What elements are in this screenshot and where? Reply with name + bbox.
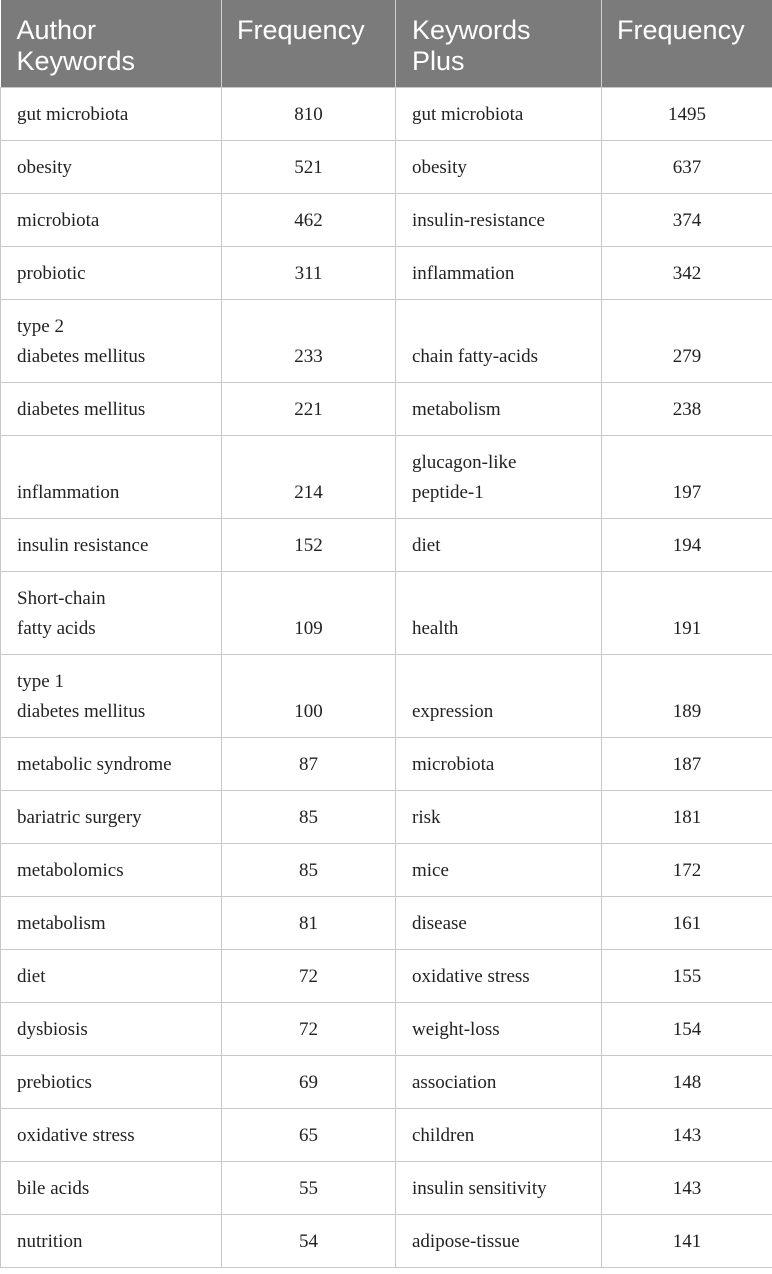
- keywords-plus-cell: [396, 791, 602, 844]
- plus-frequency-cell: 155: [602, 950, 772, 1003]
- plus-frequency-cell: 194: [602, 519, 772, 572]
- table-row: [1, 1056, 772, 1109]
- author-keyword-cell-line: probiotic: [17, 263, 86, 284]
- keywords-plus-cell-line: inflammation: [412, 263, 515, 284]
- author-keyword-cell-line: metabolic syndrome: [17, 754, 172, 775]
- author-keyword-cell: [1, 436, 222, 519]
- author-keyword-cell-line: type 1: [17, 671, 64, 692]
- keywords-plus-cell-line: glucagon-like: [412, 452, 517, 473]
- keywords-plus-cell: [396, 194, 602, 247]
- plus-frequency-cell: 374: [602, 194, 772, 247]
- author-keyword-cell-line: nutrition: [17, 1231, 83, 1252]
- author-keyword-cell: [1, 300, 222, 383]
- plus-frequency-cell: 342: [602, 247, 772, 300]
- author-keyword-cell: [1, 247, 222, 300]
- author-frequency-cell: 72: [222, 950, 396, 1003]
- author-keyword-cell-line: fatty acids: [17, 618, 96, 639]
- author-keyword-cell-line: gut microbiota: [17, 104, 129, 125]
- author-frequency-cell: 87: [222, 738, 396, 791]
- author-frequency-cell: 311: [222, 247, 396, 300]
- plus-frequency-cell: 161: [602, 897, 772, 950]
- table-row: [1, 897, 772, 950]
- keywords-plus-cell-line: children: [412, 1125, 475, 1146]
- author-frequency-cell: 521: [222, 141, 396, 194]
- keywords-plus-cell-line: disease: [412, 913, 467, 934]
- author-frequency-cell: 810: [222, 88, 396, 141]
- header-keywords-plus: [396, 0, 602, 88]
- plus-frequency-cell: 154: [602, 1003, 772, 1056]
- plus-frequency-cell: 172: [602, 844, 772, 897]
- keywords-plus-cell: [396, 247, 602, 300]
- author-keyword-cell: [1, 791, 222, 844]
- keywords-plus-cell-line: weight-loss: [412, 1019, 500, 1040]
- author-keyword-cell: [1, 1162, 222, 1215]
- keywords-plus-cell: [396, 1215, 602, 1268]
- plus-frequency-cell: 143: [602, 1162, 772, 1215]
- table-row: [1, 247, 772, 300]
- table-row: [1, 383, 772, 436]
- keywords-plus-cell-line: obesity: [412, 157, 467, 178]
- author-keyword-cell-line: dysbiosis: [17, 1019, 88, 1040]
- author-frequency-cell: 65: [222, 1109, 396, 1162]
- author-keyword-cell-line: microbiota: [17, 210, 100, 231]
- plus-frequency-cell: 189: [602, 655, 772, 738]
- header-keywords-plus-line-1: Keywords: [412, 15, 531, 45]
- keywords-plus-cell: [396, 141, 602, 194]
- table-row: [1, 1109, 772, 1162]
- author-keyword-cell-line: inflammation: [17, 482, 120, 503]
- header-author-keywords: [1, 0, 222, 88]
- keywords-plus-cell: [396, 300, 602, 383]
- table-row: [1, 655, 772, 738]
- table-header: [1, 0, 772, 88]
- table-body: [1, 88, 772, 1268]
- keywords-plus-cell-line: metabolism: [412, 399, 501, 420]
- plus-frequency-cell: 181: [602, 791, 772, 844]
- keywords-plus-cell-line: oxidative stress: [412, 966, 530, 987]
- keywords-plus-cell: [396, 950, 602, 1003]
- keywords-plus-cell: [396, 655, 602, 738]
- author-frequency-cell: 462: [222, 194, 396, 247]
- author-keyword-cell: [1, 897, 222, 950]
- keywords-plus-cell: [396, 519, 602, 572]
- plus-frequency-cell: 637: [602, 141, 772, 194]
- author-frequency-cell: 85: [222, 844, 396, 897]
- keywords-plus-cell-line: adipose-tissue: [412, 1231, 520, 1252]
- keywords-plus-cell: [396, 897, 602, 950]
- table-row: [1, 436, 772, 519]
- table-row: [1, 141, 772, 194]
- author-keyword-cell-line: metabolomics: [17, 860, 124, 881]
- table-row: [1, 1215, 772, 1268]
- keywords-plus-cell-line: peptide-1: [412, 482, 484, 503]
- author-frequency-cell: 152: [222, 519, 396, 572]
- keywords-plus-cell-line: health: [412, 618, 459, 639]
- plus-frequency-cell: 191: [602, 572, 772, 655]
- keywords-plus-cell: [396, 1056, 602, 1109]
- header-author-keywords-line-1: Author: [16, 15, 97, 45]
- author-keyword-cell: [1, 88, 222, 141]
- author-frequency-cell: 69: [222, 1056, 396, 1109]
- author-keyword-cell-line: prebiotics: [17, 1072, 92, 1093]
- keywords-plus-cell-line: mice: [412, 860, 449, 881]
- header-author-frequency: Frequency: [222, 0, 396, 88]
- keywords-plus-cell: [396, 88, 602, 141]
- author-keyword-cell: [1, 950, 222, 1003]
- keywords-plus-cell-line: diet: [412, 535, 441, 556]
- plus-frequency-cell: 141: [602, 1215, 772, 1268]
- author-keyword-cell-line: obesity: [17, 157, 72, 178]
- keywords-plus-cell: [396, 1162, 602, 1215]
- keywords-plus-cell-line: expression: [412, 701, 494, 722]
- keywords-plus-cell-line: chain fatty-acids: [412, 346, 539, 367]
- author-keyword-cell-line: insulin resistance: [17, 535, 149, 556]
- author-frequency-cell: 55: [222, 1162, 396, 1215]
- plus-frequency-cell: 238: [602, 383, 772, 436]
- keywords-plus-cell: [396, 383, 602, 436]
- author-frequency-cell: 233: [222, 300, 396, 383]
- author-keyword-cell: [1, 572, 222, 655]
- author-frequency-cell: 81: [222, 897, 396, 950]
- table-row: [1, 844, 772, 897]
- author-keyword-cell-line: diabetes mellitus: [17, 346, 146, 367]
- author-keyword-cell: [1, 519, 222, 572]
- author-keyword-cell-line: bariatric surgery: [17, 807, 142, 828]
- author-keyword-cell-line: type 2: [17, 316, 64, 337]
- author-keyword-cell-line: diabetes mellitus: [17, 701, 146, 722]
- author-keyword-cell: [1, 655, 222, 738]
- keywords-plus-cell: [396, 738, 602, 791]
- author-frequency-cell: 109: [222, 572, 396, 655]
- header-row: [1, 0, 772, 88]
- author-keyword-cell: [1, 1003, 222, 1056]
- author-keyword-cell-line: metabolism: [17, 913, 106, 934]
- plus-frequency-cell: 1495: [602, 88, 772, 141]
- author-keyword-cell: [1, 1109, 222, 1162]
- author-frequency-cell: 54: [222, 1215, 396, 1268]
- keywords-plus-cell-line: microbiota: [412, 754, 495, 775]
- author-keyword-cell-line: diet: [17, 966, 46, 987]
- table-row: [1, 1003, 772, 1056]
- table-row: [1, 88, 772, 141]
- author-keyword-cell: [1, 383, 222, 436]
- author-keyword-cell-line: Short-chain: [17, 588, 106, 609]
- author-keyword-cell: [1, 738, 222, 791]
- header-author-keywords-line-2: Keywords: [16, 46, 136, 76]
- author-keyword-cell-line: diabetes mellitus: [17, 399, 146, 420]
- author-keyword-cell-line: oxidative stress: [17, 1125, 135, 1146]
- keywords-plus-cell-line: risk: [412, 807, 441, 828]
- table-row: [1, 194, 772, 247]
- table-row: [1, 738, 772, 791]
- table-row: [1, 300, 772, 383]
- header-keywords-plus-line-2: Plus: [412, 46, 465, 76]
- plus-frequency-cell: 143: [602, 1109, 772, 1162]
- author-keyword-cell: [1, 141, 222, 194]
- author-frequency-cell: 85: [222, 791, 396, 844]
- header-plus-frequency: Frequency: [602, 0, 772, 88]
- keywords-plus-cell-line: association: [412, 1072, 497, 1093]
- keywords-plus-cell: [396, 844, 602, 897]
- author-frequency-cell: 214: [222, 436, 396, 519]
- keywords-plus-cell: [396, 1003, 602, 1056]
- plus-frequency-cell: 197: [602, 436, 772, 519]
- author-keyword-cell: [1, 194, 222, 247]
- author-frequency-cell: 221: [222, 383, 396, 436]
- table-row: [1, 519, 772, 572]
- plus-frequency-cell: 279: [602, 300, 772, 383]
- author-keyword-cell: [1, 1056, 222, 1109]
- author-keyword-cell-line: bile acids: [17, 1178, 90, 1199]
- author-frequency-cell: 72: [222, 1003, 396, 1056]
- keywords-plus-cell: [396, 572, 602, 655]
- author-frequency-cell: 100: [222, 655, 396, 738]
- keywords-plus-cell-line: gut microbiota: [412, 104, 524, 125]
- author-keyword-cell: [1, 844, 222, 897]
- table-row: [1, 1162, 772, 1215]
- keywords-plus-cell-line: insulin-resistance: [412, 210, 545, 231]
- table-row: [1, 950, 772, 1003]
- author-keyword-cell: [1, 1215, 222, 1268]
- table-row: [1, 791, 772, 844]
- keywords-plus-cell: [396, 1109, 602, 1162]
- keywords-plus-cell-line: insulin sensitivity: [412, 1178, 547, 1199]
- keywords-plus-cell: [396, 436, 602, 519]
- plus-frequency-cell: 148: [602, 1056, 772, 1109]
- table-row: [1, 572, 772, 655]
- plus-frequency-cell: 187: [602, 738, 772, 791]
